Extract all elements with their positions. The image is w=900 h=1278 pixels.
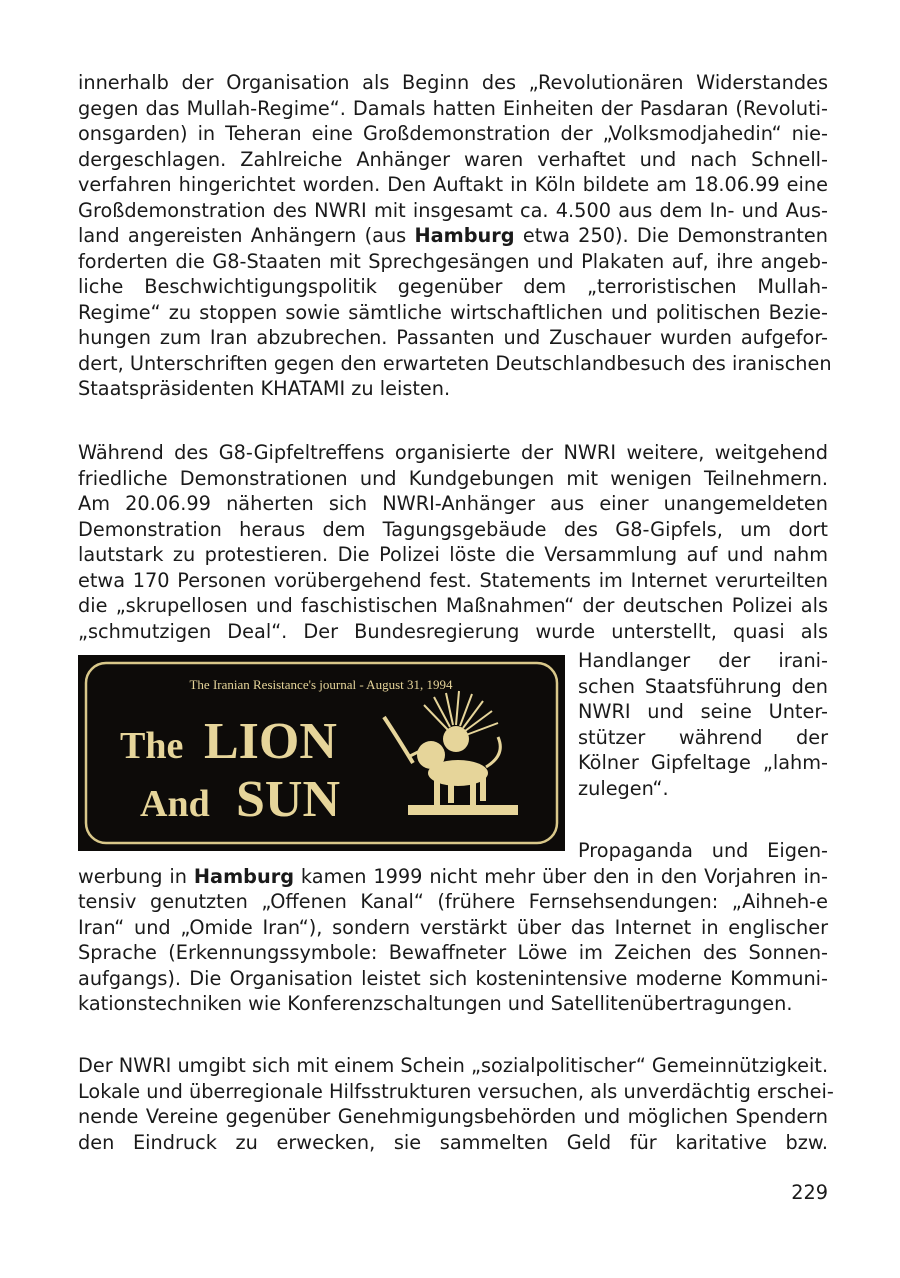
text-line: Großdemonstration des NWRI mit insgesamt ca. 4.500 aus dem In- und Aus- bbox=[78, 198, 828, 222]
text-line: Regime“ zu stoppen sowie sämtliche wirtschaftlichen und politischen Bezie- bbox=[78, 300, 828, 324]
title-word: SUN bbox=[236, 771, 341, 828]
text-line: Lokale und überregionale Hilfsstrukturen versuchen, als unverdächtig erschei- bbox=[78, 1079, 834, 1103]
text-line: onsgarden) in Teheran eine Großdemonstration der „Volksmodjahedin“ nie- bbox=[78, 122, 828, 145]
bold-keyword: Hamburg bbox=[193, 864, 294, 888]
text-line: Handlanger der irani- bbox=[578, 649, 828, 672]
text-line: Der NWRI umgibt sich mit einem Schein „sozialpolitischer“ Gemeinnützigkeit. bbox=[78, 1054, 829, 1077]
text-line bbox=[78, 864, 828, 890]
text-line: zulegen“. bbox=[578, 776, 669, 800]
text-line: NWRI und seine Unter- bbox=[578, 700, 828, 723]
text-line bbox=[78, 223, 828, 249]
text-line: kationstechniken wie Konferenzschaltungen und Satellitenübertragungen. bbox=[78, 992, 793, 1015]
text-segment: etwa 250). Die Demonstranten bbox=[514, 224, 828, 247]
text-line: friedliche Demonstrationen und Kundgebungen mit wenigen Teilnehmern. bbox=[78, 466, 828, 490]
text-line: etwa 170 Personen vorübergehend fest. Statements im Internet verurteilten bbox=[78, 568, 828, 592]
text-line: schen Staatsführung den bbox=[578, 674, 828, 698]
text-line: stützer während der bbox=[578, 725, 828, 749]
text-line: aufgangs). Die Organisation leistet sich kostenintensive moderne Kommuni- bbox=[78, 966, 828, 990]
title-word: And bbox=[140, 783, 210, 825]
title-word: LION bbox=[204, 713, 337, 770]
text-line: Am 20.06.99 näherten sich NWRI-Anhänger aus einer unangemeldeten bbox=[78, 492, 828, 515]
text-line: den Eindruck zu erwecken, sie sammelten Geld für karitative bzw. bbox=[78, 1130, 828, 1154]
text-line: nende Vereine gegenüber Genehmigungsbehörden und möglichen Spendern bbox=[78, 1105, 828, 1128]
text-line: „schmutzigen Deal“. Der Bundesregierung wurde unterstellt, quasi als bbox=[78, 619, 828, 643]
text-line: Sprache (Erkennungssymbole: Bewaffneter Löwe im Zeichen des Sonnen- bbox=[78, 941, 828, 964]
text-line: hungen zum Iran abzubrechen. Passanten und Zuschauer wurden aufgefor- bbox=[78, 326, 828, 349]
title-word: The bbox=[120, 725, 184, 767]
text-line: Staatspräsidenten KHATAMI zu leisten. bbox=[78, 377, 451, 400]
page-number: 229 bbox=[791, 1181, 828, 1204]
text-segment: land angereisten Anhängern (aus bbox=[78, 224, 415, 247]
text-segment: kamen 1999 nicht mehr über den in den Vorjahren in- bbox=[294, 864, 828, 888]
text-line: tensiv genutzten „Offenen Kanal“ (frühere Fernsehsendungen: „Aihneh-e bbox=[78, 890, 828, 913]
text-line: Propaganda und Eigen- bbox=[578, 839, 828, 862]
journal-caption: The Iranian Resistance's journal - August 31, 1994 bbox=[189, 677, 453, 692]
text-line: dergeschlagen. Zahlreiche Anhänger waren verhaftet und nach Schnell- bbox=[78, 147, 828, 171]
text-line: die „skrupellosen und faschistischen Maßnahmen“ der deutschen Polizei als bbox=[78, 594, 828, 617]
text-line: forderten die G8-Staaten mit Sprechgesängen und Plakaten auf, ihre angeb- bbox=[78, 249, 828, 273]
text-line: gegen das Mullah-Regime“. Damals hatten Einheiten der Pasdaran (Revoluti- bbox=[78, 96, 828, 120]
text-line: liche Beschwichtigungspolitik gegenüber dem „terroristischen Mullah- bbox=[78, 275, 828, 298]
text-line: Demonstration heraus dem Tagungsgebäude des G8-Gipfels, um dort bbox=[78, 517, 828, 541]
text-line: lautstark zu protestieren. Die Polizei löste die Versammlung auf und nahm bbox=[78, 543, 828, 566]
text-line: Während des G8-Gipfeltreffens organisierte der NWRI weitere, weitgehend bbox=[78, 441, 828, 464]
text-line: Kölner Gipfeltage „lahm- bbox=[578, 751, 828, 774]
bold-keyword: Hamburg bbox=[414, 224, 515, 247]
text-line: verfahren hingerichtet worden. Den Auftakt in Köln bildete am 18.06.99 eine bbox=[78, 173, 828, 196]
text-line: innerhalb der Organisation als Beginn des „Revolutionären Widerstandes bbox=[78, 71, 828, 94]
text-segment: werbung in bbox=[78, 864, 194, 888]
text-line: dert, Unterschriften gegen den erwarteten Deutschlandbesuch des iranischen bbox=[78, 351, 832, 375]
lion-and-sun-figure bbox=[78, 655, 565, 851]
text-line: Iran“ und „Omide Iran“), sondern verstärkt über das Internet in englischer bbox=[78, 915, 828, 939]
